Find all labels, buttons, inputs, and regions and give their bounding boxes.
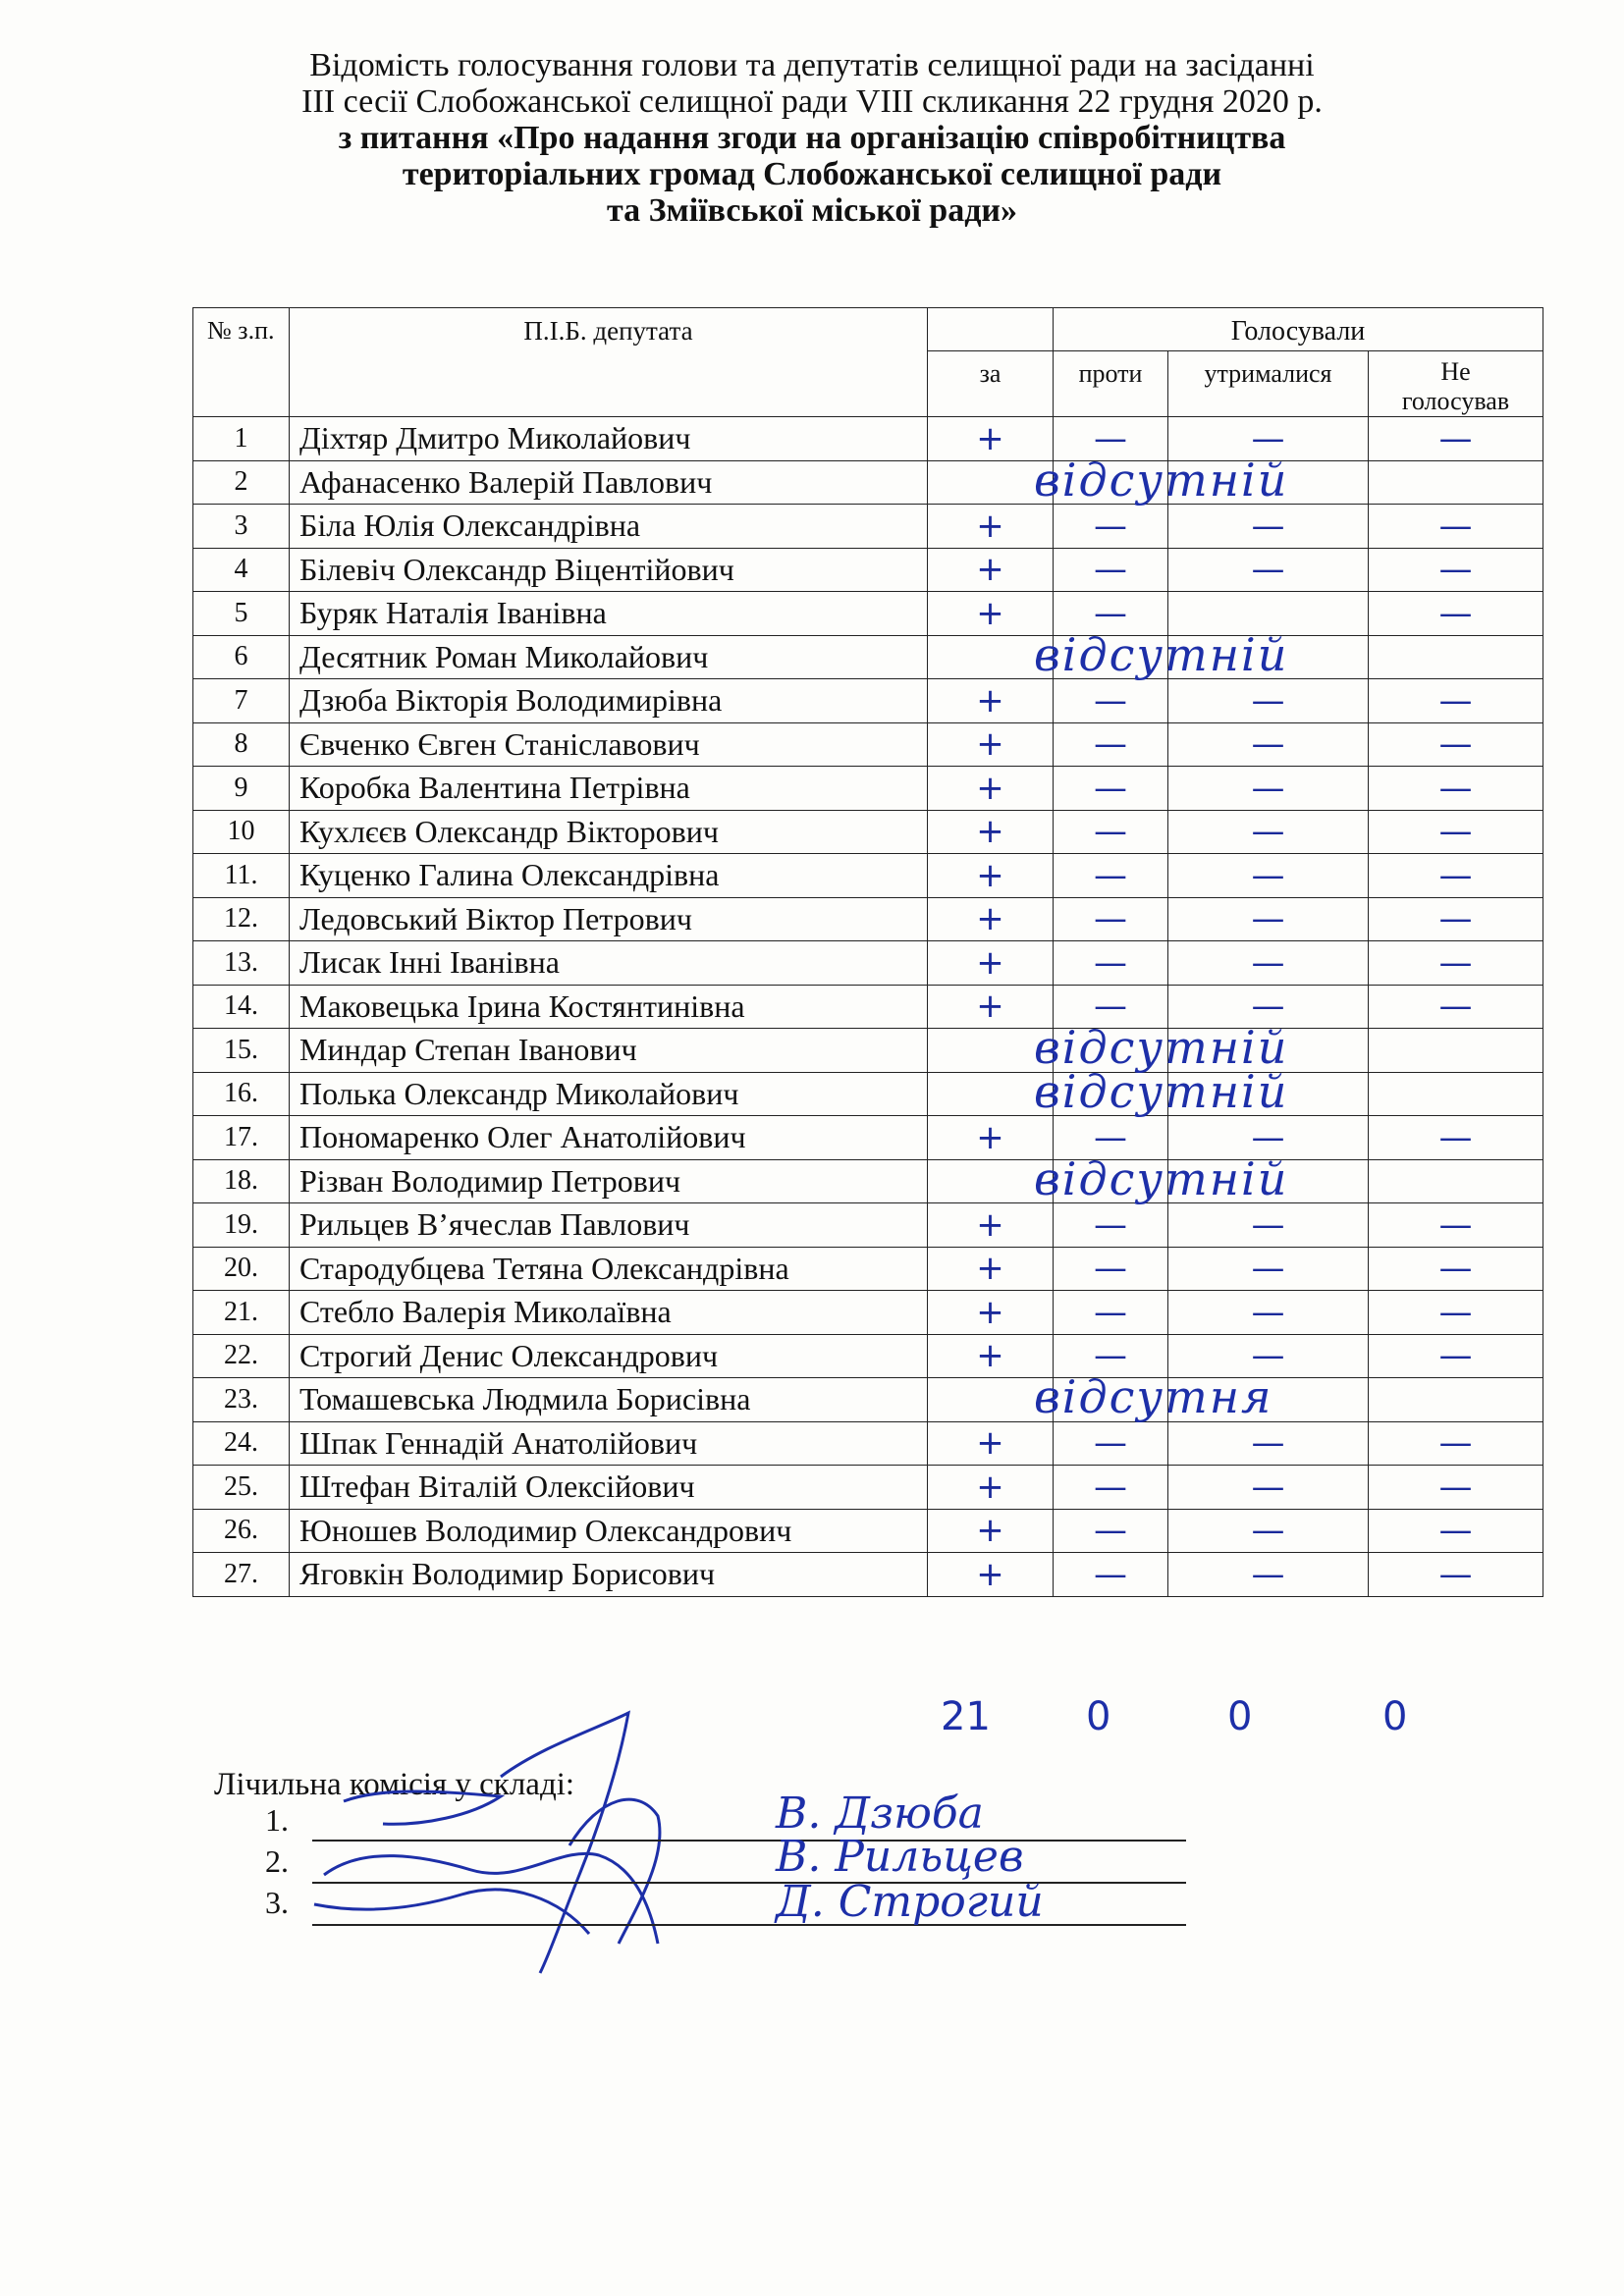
vote-mark: + (976, 506, 1004, 546)
total-for: 21 (941, 1694, 991, 1739)
vote-abstained (1168, 1421, 1369, 1466)
total-not-voted: 0 (1382, 1694, 1408, 1739)
deputy-name: Рильцев В’ячеслав Павлович (290, 1203, 928, 1248)
vote-not-voted (1369, 1509, 1543, 1553)
deputy-name: Біла Юлія Олександрівна (290, 505, 928, 549)
vote-mark: + (976, 1249, 1004, 1289)
row-number: 23. (193, 1378, 290, 1422)
commission-member-3-num: 3. (265, 1885, 289, 1920)
row-number: 11. (193, 854, 290, 898)
vote-abstained (1168, 1466, 1369, 1510)
vote-for (928, 679, 1054, 723)
vote-mark: — (1094, 987, 1127, 1027)
deputy-name: Євченко Євген Станіславович (290, 722, 928, 767)
deputy-name: Афанасенко Валерій Павлович (290, 460, 928, 505)
vote-mark: — (1251, 1336, 1285, 1376)
deputy-name: Миндар Степан Іванович (290, 1029, 928, 1073)
deputy-name: Куценко Галина Олександрівна (290, 854, 928, 898)
vote-abstained (1168, 1553, 1369, 1597)
vote-mark: — (1094, 1423, 1127, 1464)
table-row (193, 722, 1543, 767)
table-row (193, 460, 1543, 505)
vote-mark: + (976, 1423, 1004, 1464)
vote-mark: — (1094, 680, 1127, 721)
vote-not-voted (1369, 810, 1543, 854)
vote-mark: — (1094, 593, 1127, 633)
table-row (193, 1509, 1543, 1553)
vote-mark: — (1438, 1117, 1473, 1157)
vote-mark: — (1438, 418, 1473, 458)
vote-against (1054, 548, 1168, 592)
vote-mark: + (976, 812, 1004, 852)
deputy-name: Коробка Валентина Петрівна (290, 767, 928, 811)
deputy-name: Стебло Валерія Миколаївна (290, 1291, 928, 1335)
vote-not-voted (1369, 897, 1543, 941)
vote-for (928, 897, 1054, 941)
vote-for (928, 722, 1054, 767)
vote-not-voted (1369, 1159, 1543, 1203)
vote-abstained (1168, 505, 1369, 549)
vote-for (928, 1509, 1054, 1553)
row-number: 13. (193, 941, 290, 986)
absent-note: відсутній (1034, 1021, 1289, 1074)
vote-mark: + (976, 724, 1004, 765)
signature-line-3 (312, 1922, 1186, 1926)
vote-not-voted (1369, 635, 1543, 679)
vote-not-voted (1369, 941, 1543, 986)
deputy-name: Полька Олександр Миколайович (290, 1072, 928, 1116)
row-number: 12. (193, 897, 290, 941)
row-number: 24. (193, 1421, 290, 1466)
vote-abstained (1168, 679, 1369, 723)
deputy-name: Томашевська Людмила Борисівна (290, 1378, 928, 1422)
vote-not-voted (1369, 1072, 1543, 1116)
vote-mark: — (1251, 899, 1285, 939)
header-num: № з.п. (193, 308, 290, 417)
commission-member-3: Д. Строгий (776, 1877, 1044, 1927)
vote-mark: — (1438, 855, 1473, 895)
row-number: 7 (193, 679, 290, 723)
vote-mark: — (1251, 1423, 1285, 1464)
vote-mark: + (976, 855, 1004, 895)
vote-mark: + (976, 942, 1004, 983)
vote-mark: — (1438, 899, 1473, 939)
vote-mark: — (1094, 418, 1127, 458)
table-row (193, 1553, 1543, 1597)
vote-against (1054, 810, 1168, 854)
vote-against (1054, 1553, 1168, 1597)
table-row (193, 417, 1543, 461)
vote-not-voted (1369, 985, 1543, 1029)
table-row (193, 635, 1543, 679)
commission-member-2: В. Рильцев (776, 1832, 1024, 1882)
vote-not-voted (1369, 1334, 1543, 1378)
vote-not-voted (1369, 417, 1543, 461)
table-row (193, 897, 1543, 941)
deputy-name: Стародубцева Тетяна Олександрівна (290, 1247, 928, 1291)
vote-not-voted (1369, 1116, 1543, 1160)
vote-mark: — (1251, 812, 1285, 852)
vote-mark: — (1251, 1292, 1285, 1332)
vote-mark: — (1438, 942, 1473, 983)
row-number: 22. (193, 1334, 290, 1378)
vote-abstained (1168, 897, 1369, 941)
vote-against (1034, 1151, 1289, 1205)
row-number: 16. (193, 1072, 290, 1116)
vote-abstained (1168, 722, 1369, 767)
row-number: 15. (193, 1029, 290, 1073)
vote-for (928, 941, 1054, 986)
deputy-name: Яговкін Володимир Борисович (290, 1553, 928, 1597)
table-row (193, 810, 1543, 854)
vote-mark: — (1251, 942, 1285, 983)
vote-for (928, 1553, 1054, 1597)
vote-mark: — (1251, 1204, 1285, 1245)
deputy-name: Білевіч Олександр Віцентійович (290, 548, 928, 592)
deputy-name: Юношев Володимир Олександрович (290, 1509, 928, 1553)
vote-mark: — (1094, 1467, 1127, 1507)
vote-against (1054, 1421, 1168, 1466)
row-number: 20. (193, 1247, 290, 1291)
absent-note: відсутній (1034, 1151, 1289, 1205)
vote-mark: + (976, 987, 1004, 1027)
commission-member-1: В. Дзюба (776, 1789, 984, 1839)
vote-mark: — (1438, 550, 1473, 590)
vote-abstained (1168, 548, 1369, 592)
vote-mark: + (976, 1292, 1004, 1332)
vote-abstained (1168, 941, 1369, 986)
vote-against (1034, 627, 1289, 681)
title-line-3: з питання «Про надання згоди на організацію співробітництва (338, 120, 1286, 156)
table-row (193, 1247, 1543, 1291)
vote-mark: — (1438, 1423, 1473, 1464)
vote-not-voted (1369, 679, 1543, 723)
header-row-1 (193, 308, 1543, 351)
row-number: 1 (193, 417, 290, 461)
vote-abstained (1168, 1509, 1369, 1553)
deputy-name: Десятник Роман Миколайович (290, 635, 928, 679)
absent-note: відсутній (1034, 627, 1289, 681)
vote-mark: — (1094, 1336, 1127, 1376)
vote-against (1054, 941, 1168, 986)
row-number: 9 (193, 767, 290, 811)
table-row (193, 1072, 1543, 1116)
vote-against (1054, 897, 1168, 941)
header-against: проти (1054, 351, 1168, 417)
vote-abstained (1168, 854, 1369, 898)
vote-not-voted (1369, 1466, 1543, 1510)
vote-abstained (1168, 460, 1369, 505)
table-row (193, 854, 1543, 898)
vote-not-voted (1369, 767, 1543, 811)
vote-mark: + (976, 1467, 1004, 1507)
row-number: 2 (193, 460, 290, 505)
signatures-scribble (304, 1708, 854, 1993)
row-number: 18. (193, 1159, 290, 1203)
vote-against (1054, 679, 1168, 723)
vote-abstained (1168, 767, 1369, 811)
vote-mark: — (1438, 768, 1473, 808)
table-row (193, 1378, 1543, 1422)
deputy-name: Строгий Денис Олександрович (290, 1334, 928, 1378)
vote-not-voted (1369, 592, 1543, 636)
vote-not-voted (1369, 1421, 1543, 1466)
row-number: 21. (193, 1291, 290, 1335)
row-number: 3 (193, 505, 290, 549)
vote-for (928, 505, 1054, 549)
vote-for (928, 548, 1054, 592)
vote-mark: — (1438, 680, 1473, 721)
vote-mark: — (1438, 506, 1473, 546)
table-row (193, 505, 1543, 549)
vote-mark: + (976, 1554, 1004, 1594)
vote-mark: — (1251, 1249, 1285, 1289)
vote-against (1054, 1247, 1168, 1291)
vote-mark: — (1251, 506, 1285, 546)
row-number: 27. (193, 1553, 290, 1597)
vote-mark: — (1438, 1554, 1473, 1594)
vote-against (1054, 1203, 1168, 1248)
vote-mark: — (1251, 987, 1285, 1027)
vote-mark: + (976, 768, 1004, 808)
vote-mark: — (1251, 1117, 1285, 1157)
document-title (0, 47, 1624, 229)
vote-mark: — (1438, 812, 1473, 852)
vote-for (928, 810, 1054, 854)
vote-against (1054, 505, 1168, 549)
header-for: за (928, 351, 1054, 417)
table-row (193, 1029, 1543, 1073)
table-row (193, 985, 1543, 1029)
vote-mark: — (1438, 724, 1473, 765)
vote-not-voted (1369, 1553, 1543, 1597)
vote-mark: — (1438, 1249, 1473, 1289)
row-number: 14. (193, 985, 290, 1029)
table-row (193, 679, 1543, 723)
vote-mark: + (976, 1204, 1004, 1245)
deputy-name: Шпак Геннадій Анатолійович (290, 1421, 928, 1466)
title-line-4: територіальних громад Слобожанської селищної ради (402, 156, 1222, 192)
vote-mark: — (1094, 506, 1127, 546)
vote-mark: — (1438, 1467, 1473, 1507)
deputy-name: Лисак Інні Іванівна (290, 941, 928, 986)
row-number: 6 (193, 635, 290, 679)
table-row (193, 1203, 1543, 1248)
vote-mark: — (1438, 1292, 1473, 1332)
vote-for (928, 854, 1054, 898)
vote-for (928, 1466, 1054, 1510)
vote-against (1054, 1509, 1168, 1553)
row-number: 19. (193, 1203, 290, 1248)
vote-mark: — (1094, 1292, 1127, 1332)
title-line-5: та Зміївської міської ради» (606, 192, 1017, 229)
deputy-name: Пономаренко Олег Анатолійович (290, 1116, 928, 1160)
table-row (193, 1159, 1543, 1203)
vote-abstained (1168, 1072, 1369, 1116)
signature-line-2 (312, 1880, 1186, 1884)
vote-for (928, 1291, 1054, 1335)
deputy-name: Кухлєєв Олександр Вікторович (290, 810, 928, 854)
row-number: 8 (193, 722, 290, 767)
vote-mark: — (1251, 855, 1285, 895)
vote-mark: + (976, 1511, 1004, 1551)
deputy-name: Дзюба Вікторія Володимирівна (290, 679, 928, 723)
commission-label: Лічильна комісія у складі: (214, 1767, 575, 1802)
deputy-name: Штефан Віталій Олексійович (290, 1466, 928, 1510)
vote-mark: + (976, 1336, 1004, 1376)
deputy-name: Ледовський Віктор Петрович (290, 897, 928, 941)
vote-for (928, 1203, 1054, 1248)
total-against: 0 (1086, 1694, 1111, 1739)
vote-mark: — (1251, 768, 1285, 808)
vote-mark: + (976, 680, 1004, 721)
vote-against (1034, 1064, 1289, 1118)
voting-table (192, 307, 1543, 1597)
vote-mark: — (1094, 724, 1127, 765)
row-number: 10 (193, 810, 290, 854)
table-row (193, 548, 1543, 592)
row-number: 5 (193, 592, 290, 636)
vote-mark: — (1251, 1511, 1285, 1551)
vote-mark: — (1094, 1204, 1127, 1245)
vote-abstained (1168, 1159, 1369, 1203)
vote-mark: — (1438, 593, 1473, 633)
vote-for (928, 767, 1054, 811)
vote-against (1054, 767, 1168, 811)
vote-mark: — (1251, 680, 1285, 721)
vote-abstained (1168, 1378, 1369, 1422)
vote-not-voted (1369, 1291, 1543, 1335)
table-row (193, 767, 1543, 811)
vote-mark: + (976, 418, 1004, 458)
vote-mark: — (1094, 768, 1127, 808)
vote-mark: — (1438, 1204, 1473, 1245)
vote-abstained (1168, 635, 1369, 679)
table-row (193, 1466, 1543, 1510)
total-abstained: 0 (1227, 1694, 1253, 1739)
vote-mark: — (1094, 1554, 1127, 1594)
vote-mark: — (1251, 1554, 1285, 1594)
vote-not-voted (1369, 1029, 1543, 1073)
table-row (193, 1334, 1543, 1378)
commission-member-2-num: 2. (265, 1843, 289, 1879)
vote-not-voted (1369, 505, 1543, 549)
header-name: П.І.Б. депутата (290, 308, 928, 417)
table-row (193, 592, 1543, 636)
signature-line-1 (312, 1838, 1186, 1842)
absent-note: відсутня (1034, 1370, 1273, 1423)
deputy-name: Різван Володимир Петрович (290, 1159, 928, 1203)
vote-abstained (1168, 1247, 1369, 1291)
vote-mark: — (1094, 1117, 1127, 1157)
vote-for (928, 1247, 1054, 1291)
vote-not-voted (1369, 1378, 1543, 1422)
table-row (193, 1116, 1543, 1160)
commission-member-1-num: 1. (265, 1802, 289, 1838)
vote-not-voted (1369, 1247, 1543, 1291)
vote-mark: — (1094, 899, 1127, 939)
header-abstained: утрималися (1168, 351, 1369, 417)
vote-against (1034, 1370, 1273, 1423)
deputy-name: Маковецька Ірина Костянтинівна (290, 985, 928, 1029)
deputy-name: Діхтяр Дмитро Миколайович (290, 417, 928, 461)
table-row (193, 1421, 1543, 1466)
vote-mark: — (1438, 987, 1473, 1027)
vote-mark: — (1251, 724, 1285, 765)
vote-not-voted (1369, 722, 1543, 767)
vote-not-voted (1369, 854, 1543, 898)
vote-abstained (1168, 1291, 1369, 1335)
vote-mark: + (976, 1117, 1004, 1157)
row-number: 26. (193, 1509, 290, 1553)
vote-mark: — (1438, 1511, 1473, 1551)
vote-mark: + (976, 550, 1004, 590)
vote-against (1054, 722, 1168, 767)
vote-against (1054, 1466, 1168, 1510)
deputy-name: Буряк Наталія Іванівна (290, 592, 928, 636)
vote-mark: — (1438, 1336, 1473, 1376)
vote-abstained (1168, 810, 1369, 854)
vote-not-voted (1369, 1203, 1543, 1248)
table-row (193, 1291, 1543, 1335)
vote-mark: — (1251, 1467, 1285, 1507)
vote-mark: — (1094, 1249, 1127, 1289)
header-not-voted: Не голосував (1369, 351, 1543, 417)
title-line-2: ІІІ сесії Слобожанської селищної ради VIII скликання 22 грудня 2020 р. (301, 83, 1323, 120)
vote-not-voted (1369, 548, 1543, 592)
vote-against (1034, 453, 1289, 507)
vote-mark: — (1094, 1511, 1127, 1551)
row-number: 17. (193, 1116, 290, 1160)
table-row (193, 941, 1543, 986)
vote-mark: — (1251, 418, 1285, 458)
vote-against (1054, 854, 1168, 898)
absent-note: відсутній (1034, 1064, 1289, 1118)
row-number: 25. (193, 1466, 290, 1510)
header-voted: Голосували (1054, 308, 1543, 351)
vote-mark: — (1094, 812, 1127, 852)
vote-against (1054, 1291, 1168, 1335)
vote-mark: — (1251, 550, 1285, 590)
vote-mark: + (976, 593, 1004, 633)
vote-mark: — (1094, 855, 1127, 895)
vote-not-voted (1369, 460, 1543, 505)
vote-mark: — (1094, 550, 1127, 590)
vote-mark: + (976, 899, 1004, 939)
header-empty (928, 308, 1054, 351)
vote-for (928, 1421, 1054, 1466)
vote-abstained (1168, 1203, 1369, 1248)
row-number: 4 (193, 548, 290, 592)
vote-mark: — (1094, 942, 1127, 983)
title-line-1: Відомість голосування голови та депутатів селищної ради на засіданні (309, 47, 1315, 83)
absent-note: відсутній (1034, 453, 1289, 507)
